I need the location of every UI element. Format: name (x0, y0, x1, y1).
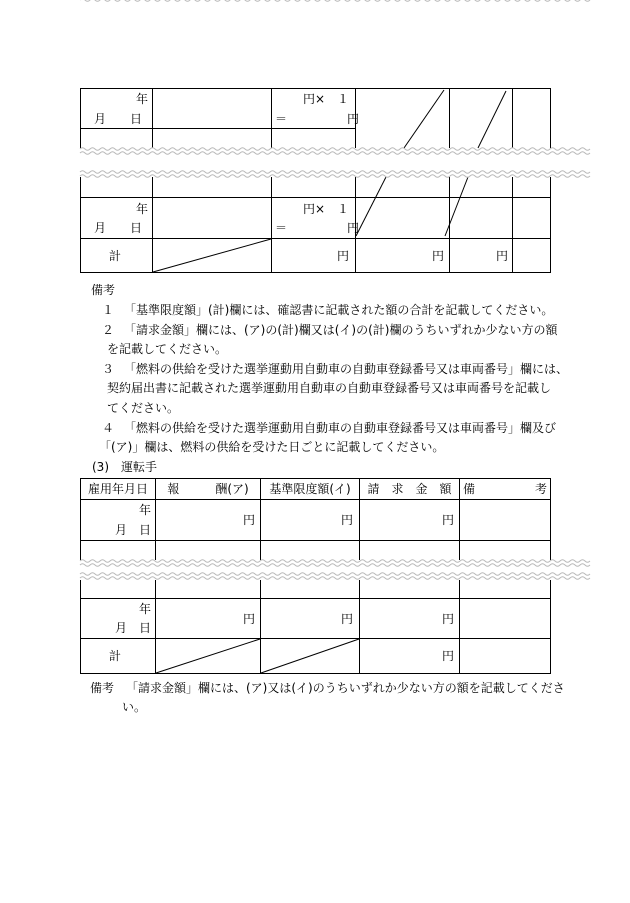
t2-row-b-yen2: 円 (341, 612, 354, 626)
t2-row-a-year: 年 (139, 503, 152, 517)
t2-row-a-yen3: 円 (442, 513, 455, 527)
t1-total-col5-yen: 円 (496, 249, 509, 263)
t1-row-a-month-day: 月 日 (94, 112, 143, 126)
t2-row-a-yen1: 円 (243, 513, 256, 527)
note2-line2: を記載してください。 (107, 342, 228, 356)
t2-header-employment-date: 雇用年月日 (87, 482, 148, 496)
t2-row-b-year: 年 (139, 602, 152, 616)
t2-row-b-month-day: 月 日 (115, 621, 152, 635)
notes2-heading: 備考 (90, 681, 115, 695)
note4-line2: 「(ア)」欄は、燃料の供給を受けた日ごとに記載してください。 (99, 440, 445, 454)
t1-total-calc-yen: 円 (337, 249, 350, 263)
section3-heading: (3) 運転手 (92, 460, 157, 474)
t2-row-a-yen2: 円 (341, 513, 354, 527)
note1-number: １ (102, 303, 115, 317)
t1-row-a-year: 年 (136, 92, 149, 106)
t2-total-label: 計 (109, 649, 122, 663)
note3-line3: てください。 (107, 401, 180, 415)
note2-line1: 「請求金額」欄には、(ア)の(計)欄又は(イ)の(計)欄のうちいずれか少ない方の額 (124, 323, 558, 337)
t2-row-a-month-day: 月 日 (115, 523, 152, 537)
t1-total-label: 計 (109, 249, 122, 263)
t1-row-a-calc-bottom: ＝ 円 (275, 112, 360, 126)
note4-line1: 「燃料の供給を受けた選挙運動用自動車の自動車登録番号又は車両番号」欄及び (124, 421, 557, 435)
t2-total-yen3: 円 (442, 649, 455, 663)
notes2-line1: 「請求金額」欄には、(ア)又は(イ)のうちいずれか少ない方の額を記載してくださ (126, 681, 565, 695)
t1-row-a-calc-top: 円× １ (303, 92, 350, 106)
t2-header-claim-amount: 請 求 金 額 (367, 482, 452, 496)
t1-row-b-month-day: 月 日 (94, 221, 143, 235)
note2-number: ２ (102, 323, 115, 337)
note1-line1: 「基準限度額」(計)欄には、確認書に記載された額の合計を記載してください。 (124, 303, 554, 317)
t1-row-b-calc-bottom: ＝ 円 (275, 221, 360, 235)
t2-row-b-yen3: 円 (442, 612, 455, 626)
t1-total-col4-yen: 円 (432, 249, 445, 263)
notes1-heading: 備考 (91, 283, 116, 297)
t1-row-b-calc-top: 円× １ (303, 202, 350, 216)
t2-header-remarks: 備 考 (462, 482, 547, 496)
t2-row-b-yen1: 円 (243, 612, 256, 626)
note3-number: ３ (102, 362, 115, 376)
t2-header-remuneration: 報 酬(ア) (167, 482, 249, 496)
note4-number: ４ (102, 421, 115, 435)
notes2-line2: い。 (122, 700, 147, 714)
t2-header-standard-limit: 基準限度額(イ) (269, 482, 351, 496)
t1-row-b-year: 年 (136, 202, 149, 216)
note3-line1: 「燃料の供給を受けた選挙運動用自動車の自動車登録番号又は車両番号」欄には、 (124, 362, 569, 376)
note3-line2: 契約届出書に記載された選挙運動用自動車の自動車登録番号又は車両番号を記載し (107, 381, 552, 395)
